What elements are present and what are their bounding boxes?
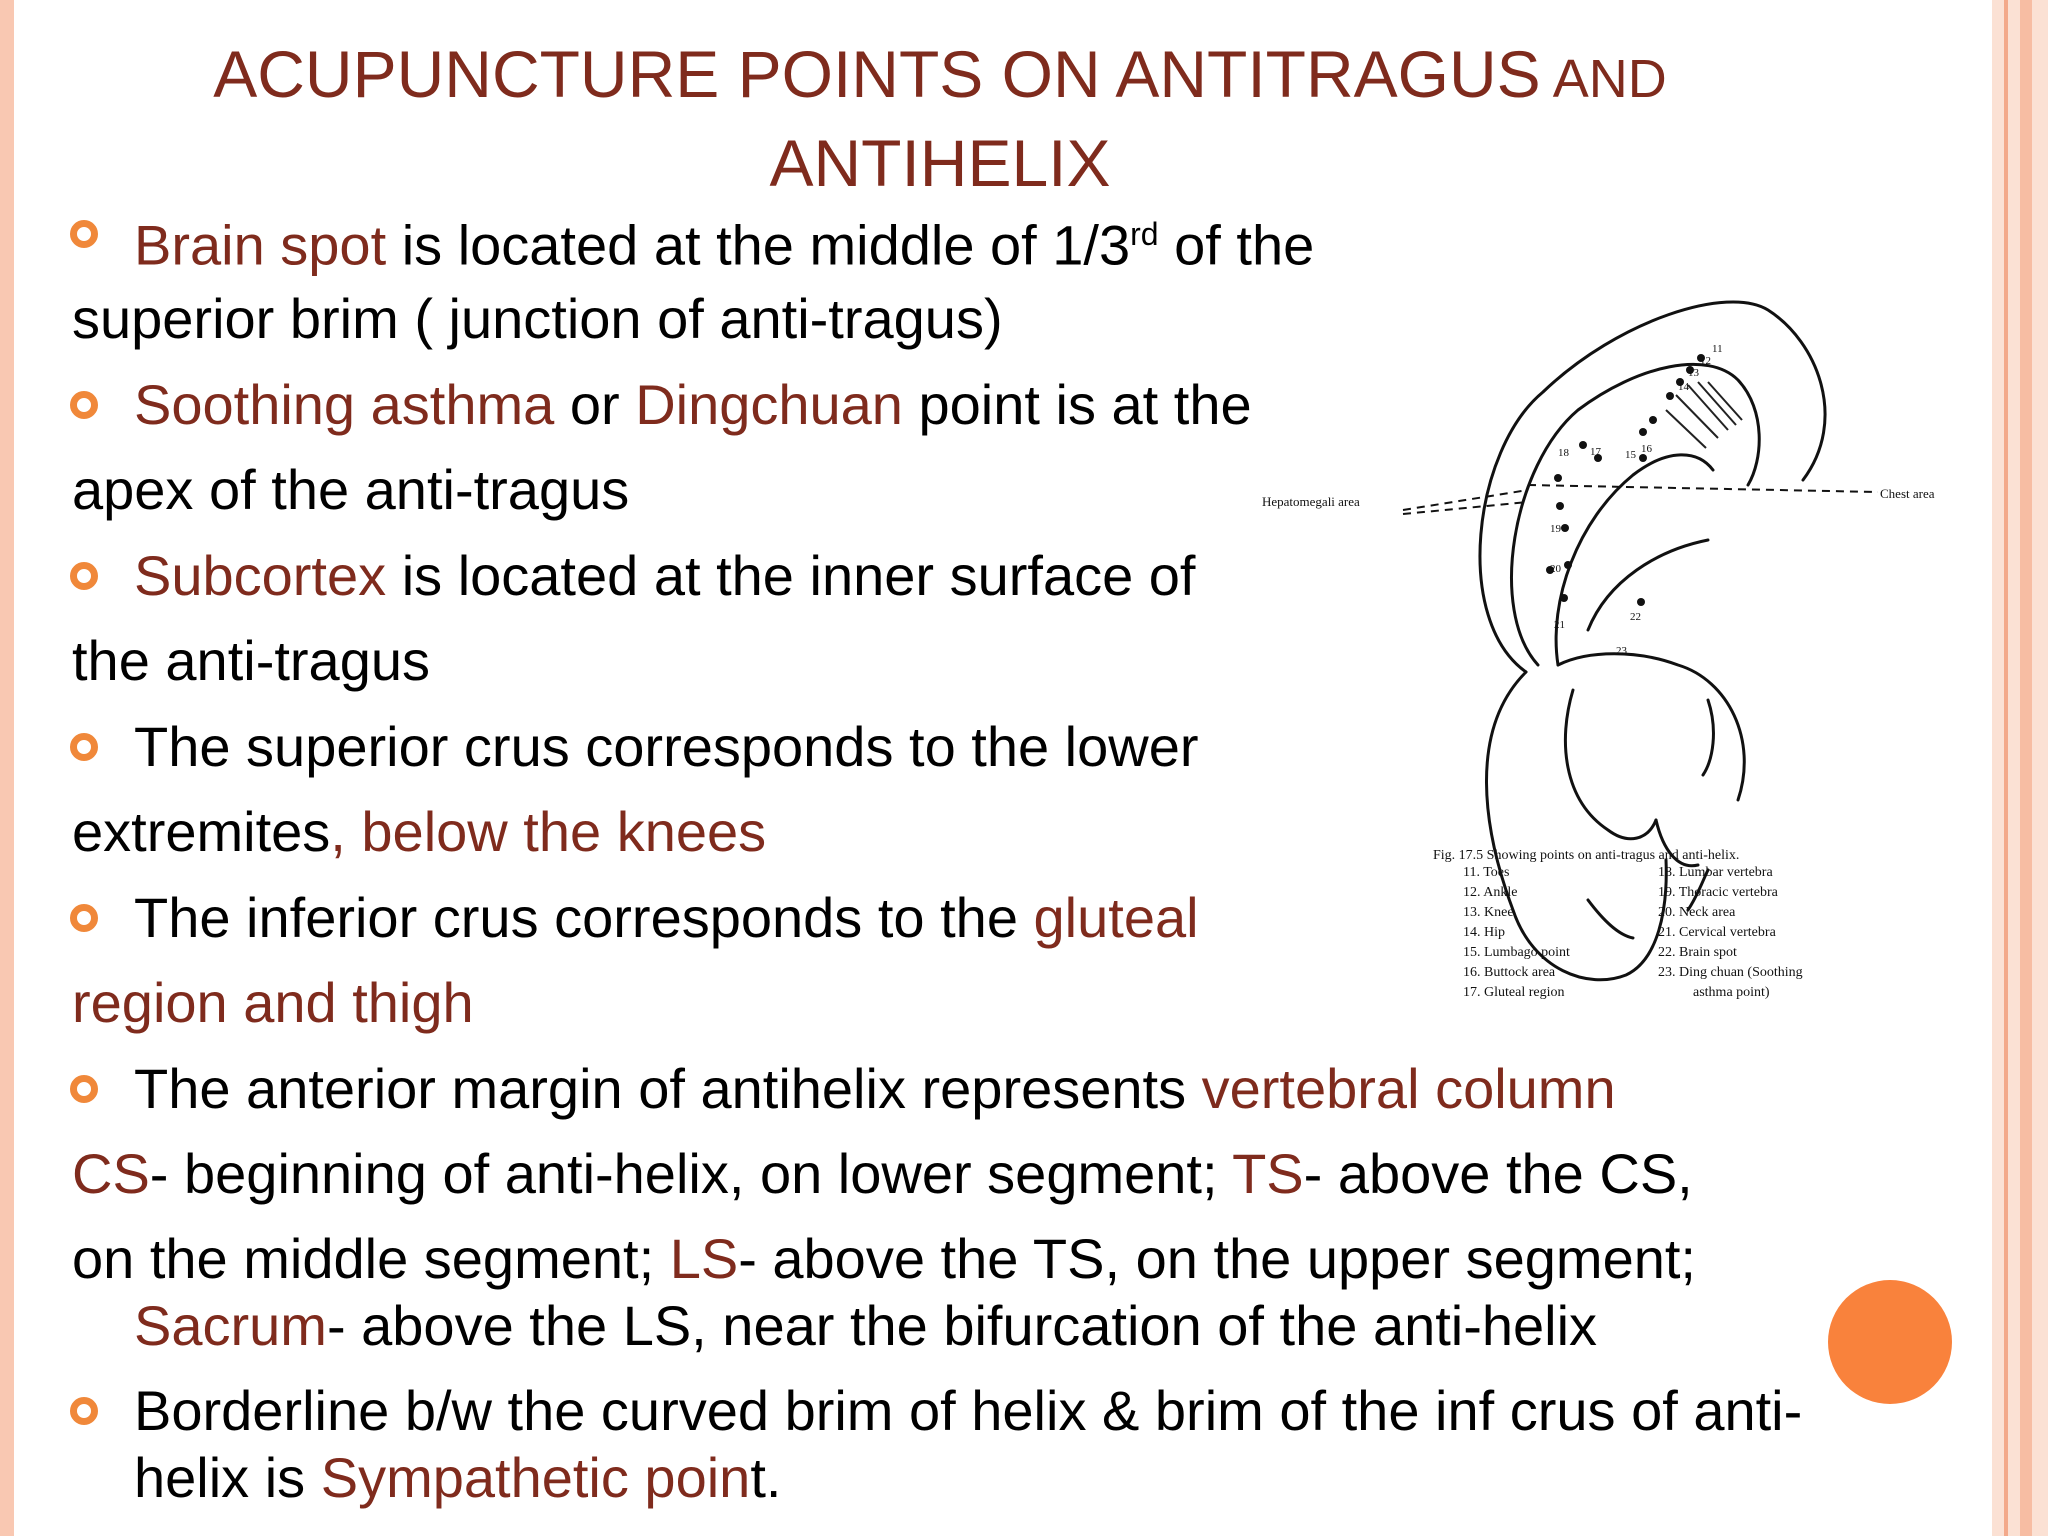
bullet-anterior-margin: The anterior margin of antihelix represents vertebral column — [134, 1057, 1616, 1120]
right-border-stripe — [1992, 0, 2048, 1536]
svg-text:19. Thoracic vertebra: 19. Thoracic vertebra — [1658, 885, 1778, 900]
svg-text:16. Buttock area: 16. Buttock area — [1463, 965, 1556, 980]
bullet-marker — [70, 391, 98, 419]
bullet-anterior-margin-sacrum: Sacrum- above the LS, near the bifurcation of the anti-helix — [134, 1294, 1598, 1357]
svg-text:15: 15 — [1625, 449, 1636, 461]
bullet-inferior-crus: The inferior crus corresponds to the gluteal — [134, 886, 1199, 949]
hepatomegali-label: Hepatomegali area — [1262, 494, 1360, 509]
svg-text:14: 14 — [1678, 381, 1689, 393]
bullet-brain-spot: Brain spot is located at the middle of 1/3rd of the — [134, 213, 1315, 277]
bullet-marker — [70, 1075, 98, 1103]
bullet-superior-crus-cont: extremites, below the knees — [72, 800, 767, 863]
svg-text:13: 13 — [1688, 367, 1699, 379]
chest-area-label: Chest area — [1880, 486, 1935, 501]
svg-text:21: 21 — [1554, 619, 1565, 631]
svg-text:12. Ankle: 12. Ankle — [1463, 885, 1518, 900]
svg-text:12: 12 — [1700, 355, 1711, 367]
figure-caption: Fig. 17.5 Showing points on anti-tragus and anti-helix. — [1433, 848, 1740, 863]
svg-text:21. Cervical vertebra: 21. Cervical vertebra — [1658, 925, 1776, 940]
svg-text:20: 20 — [1550, 563, 1561, 575]
svg-text:11: 11 — [1712, 343, 1723, 355]
bullet-marker — [70, 904, 98, 932]
svg-text:18. Lumbar vertebra: 18. Lumbar vertebra — [1658, 865, 1773, 880]
bullet-anterior-margin-ls: on the middle segment; LS- above the TS, on the upper segment; — [72, 1227, 1696, 1290]
svg-text:19: 19 — [1550, 523, 1561, 535]
svg-text:11. Toes: 11. Toes — [1463, 865, 1510, 880]
ear-diagram — [1258, 270, 1958, 1020]
svg-text:asthma point): asthma point) — [1693, 985, 1770, 1000]
bullet-marker — [70, 220, 98, 248]
svg-text:22: 22 — [1630, 611, 1641, 623]
svg-text:16: 16 — [1641, 443, 1652, 455]
bullet-inferior-crus-cont: region and thigh — [72, 971, 474, 1034]
svg-text:15. Lumbago point: 15. Lumbago point — [1463, 945, 1570, 960]
bullet-sympathetic-cont: helix is Sympathetic point. — [134, 1446, 782, 1509]
svg-text:13. Knee: 13. Knee — [1463, 905, 1514, 920]
bullet-superior-crus: The superior crus corresponds to the lower — [134, 715, 1199, 778]
legend-left — [1463, 865, 1570, 1000]
point-number-labels — [1550, 343, 1723, 657]
bullet-marker — [70, 733, 98, 761]
bullet-subcortex: Subcortex is located at the inner surface of — [134, 544, 1196, 607]
decorative-orange-circle — [1828, 1280, 1952, 1404]
bullet-soothing-asthma-cont: apex of the anti-tragus — [72, 458, 630, 521]
svg-text:18: 18 — [1558, 447, 1569, 459]
bullet-soothing-asthma: Soothing asthma or Dingchuan point is at the — [134, 373, 1252, 436]
bullet-subcortex-cont: the anti-tragus — [72, 629, 430, 692]
left-border-stripe — [0, 0, 14, 1536]
svg-text:14. Hip: 14. Hip — [1463, 925, 1505, 940]
bullet-marker — [70, 1397, 98, 1425]
bullet-marker — [70, 562, 98, 590]
bullet-sympathetic: Borderline b/w the curved brim of helix & brim of the inf crus of anti- — [134, 1379, 1803, 1442]
ear-drawing — [1258, 270, 1958, 1020]
bullet-brain-spot-cont: superior brim ( junction of anti-tragus) — [72, 287, 1003, 350]
legend-right — [1658, 865, 1803, 1000]
svg-text:23. Ding chuan (Soothing: 23. Ding chuan (Soothing — [1658, 965, 1803, 980]
svg-text:17: 17 — [1590, 446, 1601, 458]
svg-text:17. Gluteal region: 17. Gluteal region — [1463, 985, 1565, 1000]
svg-text:20. Neck area: 20. Neck area — [1658, 905, 1736, 920]
svg-text:23: 23 — [1616, 645, 1627, 657]
bullet-anterior-margin-cs: CS- beginning of anti-helix, on lower segment; TS- above the CS, — [72, 1142, 1693, 1205]
svg-text:22. Brain spot: 22. Brain spot — [1658, 945, 1737, 960]
slide-title: ACUPUNCTURE POINTS ON ANTITRAGUS AND ANTIHELIX — [213, 37, 1667, 200]
